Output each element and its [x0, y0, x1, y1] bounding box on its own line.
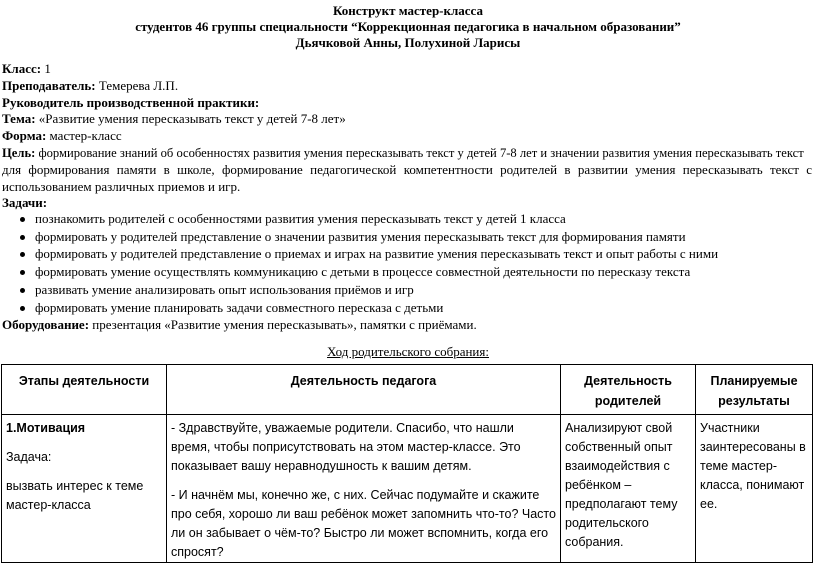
equipment-label: Оборудование: [2, 317, 90, 332]
teacher-label: Преподаватель: [2, 78, 96, 93]
supervisor-line [2, 95, 812, 111]
bullet-icon [20, 252, 25, 257]
topic-line [2, 111, 812, 127]
stage-title: 1.Мотивация [6, 421, 86, 435]
class-line [2, 61, 812, 77]
task-item: развивать умение анализировать опыт использования приёмов и игр [35, 282, 414, 298]
col-header-results: Планируемые результаты [696, 365, 813, 415]
bullet-icon [20, 306, 25, 311]
goal-line-2: для формирования памяти в школе, формирование педагогической компетентности родителей в развитии умения пересказывать текст с [2, 162, 812, 177]
stage-cell [2, 415, 167, 563]
parents-cell: Анализируют свой собственный опыт взаимодействия с ребёнком – предполагают тему родительского собрания. [561, 415, 696, 563]
form-value: мастер-класс [46, 128, 122, 143]
bullet-icon [20, 217, 25, 222]
bullet-icon [20, 270, 25, 275]
teacher-paragraph: - И начнём мы, конечно же, с них. Сейчас подумайте и скажите про себя, хорошо ли ваш ребёнок может запомнить что-то? Часто ли он забывает о чём-то? Быстро ли может вспомнить, когда его спросят? [171, 488, 556, 559]
topic-value: «Развитие умения пересказывать текст у детей 7-8 лет» [35, 111, 346, 126]
table-header-row [2, 365, 813, 415]
task-item: познакомить родителей с особенностями развития умения пересказывать текст у детей 1 класса [35, 211, 566, 227]
goal-line-3: использованием различных приемов и игр. [2, 179, 241, 194]
task-item: формировать умение планировать задачи совместного пересказа с детьми [35, 300, 443, 316]
doc-authors: Дьячковой Анны, Полухиной Ларисы [295, 35, 521, 50]
stage-task-label: Задача: [6, 450, 52, 464]
topic-label: Тема: [2, 111, 36, 126]
form-line [2, 128, 812, 144]
teacher-paragraph: - Здравствуйте, уважаемые родители. Спасибо, что нашли время, чтобы поприсутствовать на этом мастер-классе. Это показывает вашу неравнодушность к вашим детям. [171, 421, 521, 473]
col-header-teacher: Деятельность педагога [167, 365, 561, 415]
stage-task: вызвать интерес к теме мастер-класса [6, 479, 144, 512]
form-label: Форма: [2, 128, 47, 143]
teacher-line [2, 78, 812, 94]
task-item: формировать у родителей представление о значении развития умения пересказывать текст для формирования памяти [35, 229, 686, 245]
bullet-icon [20, 288, 25, 293]
table-row [2, 415, 813, 563]
tasks-heading [2, 195, 812, 211]
class-label: Класс: [2, 61, 42, 76]
task-item: формировать у родителей представление о приемах и играх на развитие умения пересказывать текст и опыт работы с ними [35, 246, 718, 262]
goal-line-1 [2, 145, 812, 161]
class-value: 1 [41, 61, 51, 76]
supervisor-label: Руководитель производственной практики: [2, 95, 260, 110]
teacher-value: Темерева Л.П. [95, 78, 179, 93]
course-title: Ход родительского собрания: [327, 344, 489, 359]
col-header-stages: Этапы деятельности [2, 365, 167, 415]
tasks-label: Задачи: [2, 195, 48, 210]
doc-title: Конструкт мастер-класса [332, 3, 483, 18]
col-header-parents: Деятельность родителей [561, 365, 696, 415]
goal-label: Цель: [2, 146, 36, 160]
doc-subtitle: студентов 46 группы специальности “Коррекционная педагогика в начальном образовании” [135, 19, 681, 34]
goal-text-1: формирование знаний об особенностях развития умения пересказывать текст у детей 7-8 лет и значении развития умения пересказывать текст [35, 146, 804, 160]
teacher-cell [167, 415, 561, 563]
equipment-line [2, 317, 812, 333]
bullet-icon [20, 235, 25, 240]
equipment-value: презентация «Развитие умения пересказывать», памятки с приёмами. [89, 317, 477, 332]
results-cell: Участники заинтересованы в теме мастер-класса, понимают ее. [696, 415, 813, 563]
activity-table [1, 364, 813, 563]
task-item: формировать умение осуществлять коммуникацию с детьми в процессе совместной деятельности по пересказу текста [35, 264, 690, 280]
